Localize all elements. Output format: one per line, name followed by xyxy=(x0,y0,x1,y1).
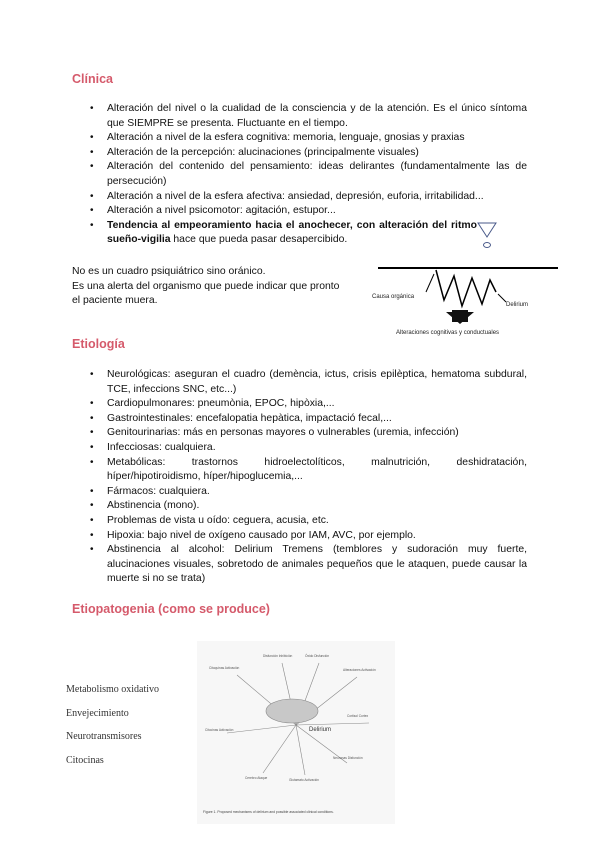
side-label: Envejecimiento xyxy=(66,708,129,719)
warning-triangle-icon xyxy=(476,221,498,251)
note-line: el paciente muera. xyxy=(72,295,158,306)
side-label: Metabolismo oxidativo xyxy=(66,684,160,695)
list-item: • Cardiopulmonares: pneumònia, EPOC, hipòxia,... xyxy=(90,397,527,412)
list-item: • Fármacos: cualquiera. xyxy=(90,485,527,500)
section-heading-etiopatogenia: Etiopatogenia (como se produce) xyxy=(72,602,270,616)
list-item: • Genitourinarias: más en personas mayores o vulnerables (uremia, infección) xyxy=(90,426,527,441)
list-item: • Alteración a nivel de la esfera cognitiva: memoria, lenguaje, gnosias y praxias xyxy=(90,131,527,146)
list-item: • Problemas de vista u oído: ceguera, acusia, etc. xyxy=(90,514,527,529)
figure-node: Citoquinas Activación xyxy=(209,666,240,670)
delirium-mechanisms-figure xyxy=(197,641,395,824)
list-item-bold xyxy=(90,219,477,248)
list-item: • Abstinencia al alcohol: Delirium Tremens (temblores y sudoración muy fuerte, alucinaciones visuales, sobretodo de animales pequeños que le ataquen, puede causar la muerte si no se trata) xyxy=(90,543,527,587)
diagram-label-right: Delirium xyxy=(506,302,529,308)
list-item: • Infecciosas: cualquiera. xyxy=(90,441,527,456)
etiologia-list xyxy=(90,368,527,587)
figure-node: Citocinas Activación xyxy=(205,728,234,732)
figure-node: Neuronas Disfunción xyxy=(333,756,363,760)
figure-caption: Figure 1. Proposed mechanisms of delirium and possible associated clinical conditions. xyxy=(203,810,334,814)
list-item: • Hipoxia: bajo nivel de oxígeno causado por IAM, AVC, por ejemplo. xyxy=(90,529,527,544)
figure-node: Óxido Disfunción xyxy=(305,654,330,658)
note-paragraph xyxy=(72,265,372,309)
note-line: No es un cuadro psiquiátrico sino oránico. xyxy=(72,266,266,277)
figure-node: Alteraciones Activación xyxy=(343,668,376,672)
plain-text: hace que pueda pasar desapercibido. xyxy=(170,234,348,246)
list-item: • Alteración a nivel psicomotor: agitación, estupor... xyxy=(90,204,527,219)
list-item: • Alteración del nivel o la cualidad de la consciencia y de la atención. Es el único síntoma que SIEMPRE se presenta. Fluctuante en el tiempo. xyxy=(90,102,527,131)
delirium-course-diagram xyxy=(366,262,562,346)
figure-node: Cerebro Ataque xyxy=(245,776,268,780)
section-heading-clinica: Clínica xyxy=(72,72,113,86)
section-heading-etiologia: Etiología xyxy=(72,337,125,351)
list-item: • Neurológicas: aseguran el cuadro (demència, ictus, crisis epilèptica, hematoma subdural, TCE, infeccions SNC, etc...) xyxy=(90,368,527,397)
list-item: • Gastrointestinales: encefalopatia hepàtica, impactació fecal,... xyxy=(90,412,527,427)
figure-node: Cortisol Cortex xyxy=(347,714,369,718)
side-label: Citocinas xyxy=(66,755,104,766)
list-item: • Alteración del contenido del pensamiento: ideas delirantes (fundamentalmente las de persecución) xyxy=(90,160,527,189)
clinica-list xyxy=(90,102,527,248)
list-item: • Abstinencia (mono). xyxy=(90,499,527,514)
figure-node: Disfunción Inhibición xyxy=(263,654,293,658)
diagram-label-bottom: Alteraciones cognitivas y conductuales xyxy=(396,330,500,336)
note-line: Es una alerta del organismo que puede indicar que pronto xyxy=(72,280,340,292)
figure-node: Glutamato Activación xyxy=(289,778,319,782)
bold-text: Tendencia al empeoramiento hacia el anochecer, con alteración del ritmo sueño-vigilia xyxy=(107,219,477,246)
list-item: • Alteración a nivel de la esfera afectiva: ansiedad, depresión, euforia, irritabilidad... xyxy=(90,190,527,205)
diagram-label-left: Causa orgánica xyxy=(372,294,415,300)
list-item: • Metabólicas: trastornos hidroelectolíticos, malnutrición, deshidratación, híper/hipotiroidismo, híper/hipoglucemia,... xyxy=(90,456,527,485)
figure-center-label: Delirium xyxy=(309,727,332,733)
list-item: • Alteración de la percepción: alucinaciones (principalmente visuales) xyxy=(90,146,527,161)
side-label: Neurotransmisores xyxy=(66,731,142,742)
